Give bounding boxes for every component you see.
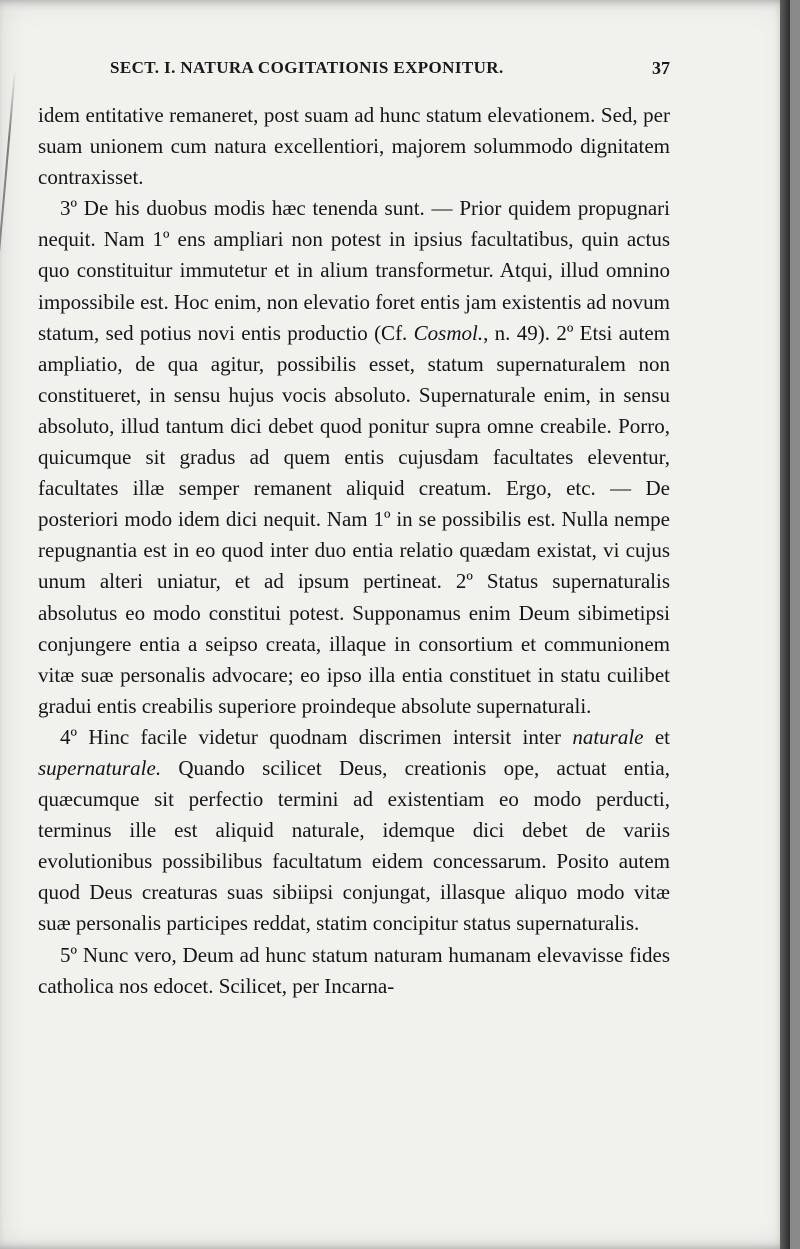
paragraph-4 [38,722,670,940]
paragraph-text: 4º Hinc facile videtur quodnam discrimen intersit inter [60,724,573,749]
citation-italic: Cosmol. [413,320,484,345]
paragraph-text: Quando scilicet Deus, creationis ope, actuat entia, quæcumque sit perfectio termini ad existentiam eo modo perducti, terminus ille est aliquid naturale, idemque dici debet de variis evolutionibus possibilibus facultatum eidem concessarum. Posito autem quod Deus creaturas suas sibiipsi conjungat, illasque aliquo modo vitæ suæ personalis participes reddat, statim concipitur status supernaturalis. [38,755,670,936]
page-number: 37 [652,58,670,78]
paragraph-5 [38,940,670,1002]
body-text [38,100,670,1002]
paragraph-text: 3º De his duobus modis hæc tenenda sunt. — Prior quidem propugnari nequit. Nam 1º ens ampliari non potest in ipsius facultatibus, quin actus quo constituitur immutetur et in alium transformetur. Atqui, illud omnino impossibile est. Hoc enim, non elevatio foret entis jam existentis ad novum statum, sed potius novi entis productio (Cf. [38,196,670,345]
running-head [110,58,670,84]
margin-pencil-line [0,70,16,409]
paragraph-text: , n. 49). 2º Etsi autem ampliatio, de qua agitur, possibilis esset, statum supernaturalem non constitueret, in sensu hujus vocis absoluto. Supernaturale enim, in sensu absoluto, illud tantum dici debet quod ponitur supra omne creabile. Porro, quicumque sit gradus ad quem entis cujusdam facultates eleventur, facultates illæ semper remanent aliquid creatum. Ergo, etc. — De posteriori modo idem dici nequit. Nam 1º in se possibilis est. Nulla nempe repugnantia est in eo quod inter duo entia relatio quædam existat, vi cujus unum alteri uniatur, et ad ipsum pertineat. 2º Status supernaturalis absolutus eo modo constitui potest. Supponamus enim Deum sibimetipsi conjungere entia a seipso creata, illaque in consortium et communionem vitæ suæ personalis advocare; eo ipso illa entia constituet in statu cuilibet gradui entis creabilis superiore proindeque absolute supernaturali. [38,320,671,718]
paragraph-text: 5º Nunc vero, Deum ad hunc statum naturam humanam elevavisse fides catholica nos edocet. Scilicet, per Incarna- [38,942,670,998]
paragraph-text: et [643,724,670,749]
running-head-title: SECT. I. NATURA COGITATIONIS EXPONITUR. [110,58,504,77]
term-italic: supernaturale. [38,755,162,780]
paragraph-3 [38,193,670,722]
term-italic: naturale [572,724,644,749]
page-edge-shadow [780,0,790,1249]
paragraph-continuation [38,100,670,193]
paragraph-text: idem entitative remaneret, post suam ad hunc statum elevationem. Sed, per suam unionem cum natura excellentiori, majorem solummodo dignitatem contraxisset. [38,103,670,190]
